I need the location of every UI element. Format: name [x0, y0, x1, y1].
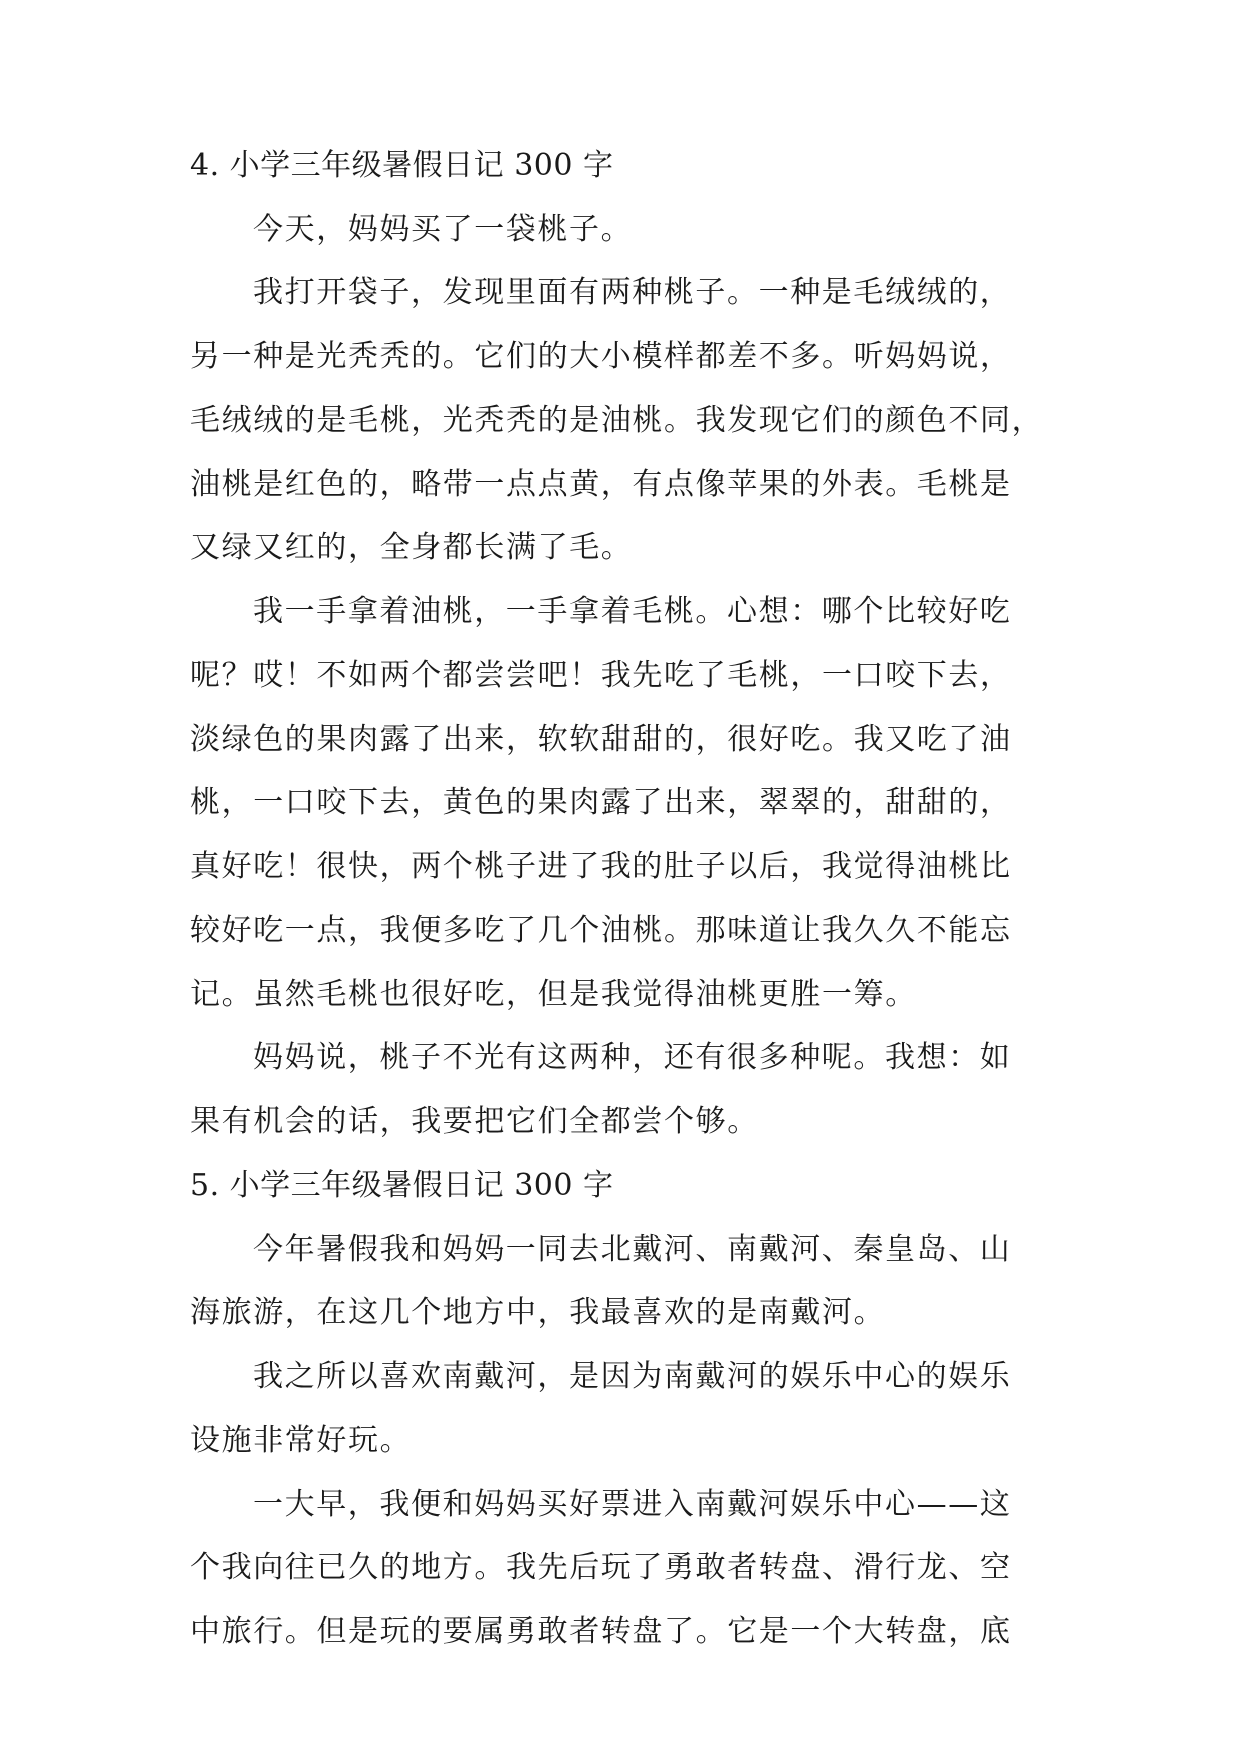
paragraph-line: 今天，妈妈买了一袋桃子。 [253, 212, 633, 247]
paragraph-line: 今年暑假我和妈妈一同去北戴河、南戴河、秦皇岛、山 [253, 1232, 1012, 1267]
paragraph-line: 毛绒绒的是毛桃，光秃秃的是油桃。我发现它们的颜色不同， [190, 403, 1044, 438]
paragraph-line: 又绿又红的，全身都长满了毛。 [190, 530, 633, 565]
paragraph-line: 我打开袋子，发现里面有两种桃子。一种是毛绒绒的， [253, 275, 1012, 310]
paragraph-line: 呢？哎！不如两个都尝尝吧！我先吃了毛桃，一口咬下去， [190, 658, 1012, 693]
section-heading: 4. 小学三年级暑假日记 300 字 [190, 148, 614, 183]
paragraph-line: 个我向往已久的地方。我先后玩了勇敢者转盘、滑行龙、空 [190, 1550, 1012, 1585]
paragraph-line: 一大早，我便和妈妈买好票进入南戴河娱乐中心——这 [253, 1487, 1012, 1522]
paragraph-line: 海旅游，在这几个地方中，我最喜欢的是南戴河。 [190, 1295, 886, 1330]
paragraph-line: 妈妈说，桃子不光有这两种，还有很多种呢。我想：如 [253, 1040, 1012, 1075]
paragraph-line: 设施非常好玩。 [190, 1423, 412, 1458]
paragraph-line: 记。虽然毛桃也很好吃，但是我觉得油桃更胜一筹。 [190, 977, 917, 1012]
paragraph-line: 我之所以喜欢南戴河，是因为南戴河的娱乐中心的娱乐 [253, 1359, 1012, 1394]
paragraph-line: 淡绿色的果肉露了出来，软软甜甜的，很好吃。我又吃了油 [190, 722, 1012, 757]
paragraph-line: 真好吃！很快，两个桃子进了我的肚子以后，我觉得油桃比 [190, 849, 1012, 884]
paragraph-line: 油桃是红色的，略带一点点黄，有点像苹果的外表。毛桃是 [190, 467, 1012, 502]
paragraph-line: 另一种是光秃秃的。它们的大小模样都差不多。听妈妈说， [190, 339, 1012, 374]
paragraph-line: 果有机会的话，我要把它们全都尝个够。 [190, 1104, 759, 1139]
paragraph-line: 较好吃一点，我便多吃了几个油桃。那味道让我久久不能忘 [190, 913, 1012, 948]
section-heading: 5. 小学三年级暑假日记 300 字 [190, 1168, 614, 1203]
paragraph-line: 我一手拿着油桃，一手拿着毛桃。心想：哪个比较好吃 [253, 594, 1012, 629]
paragraph-line: 中旅行。但是玩的要属勇敢者转盘了。它是一个大转盘，底 [190, 1614, 1012, 1649]
paragraph-line: 桃，一口咬下去，黄色的果肉露了出来，翠翠的，甜甜的， [190, 785, 1012, 820]
